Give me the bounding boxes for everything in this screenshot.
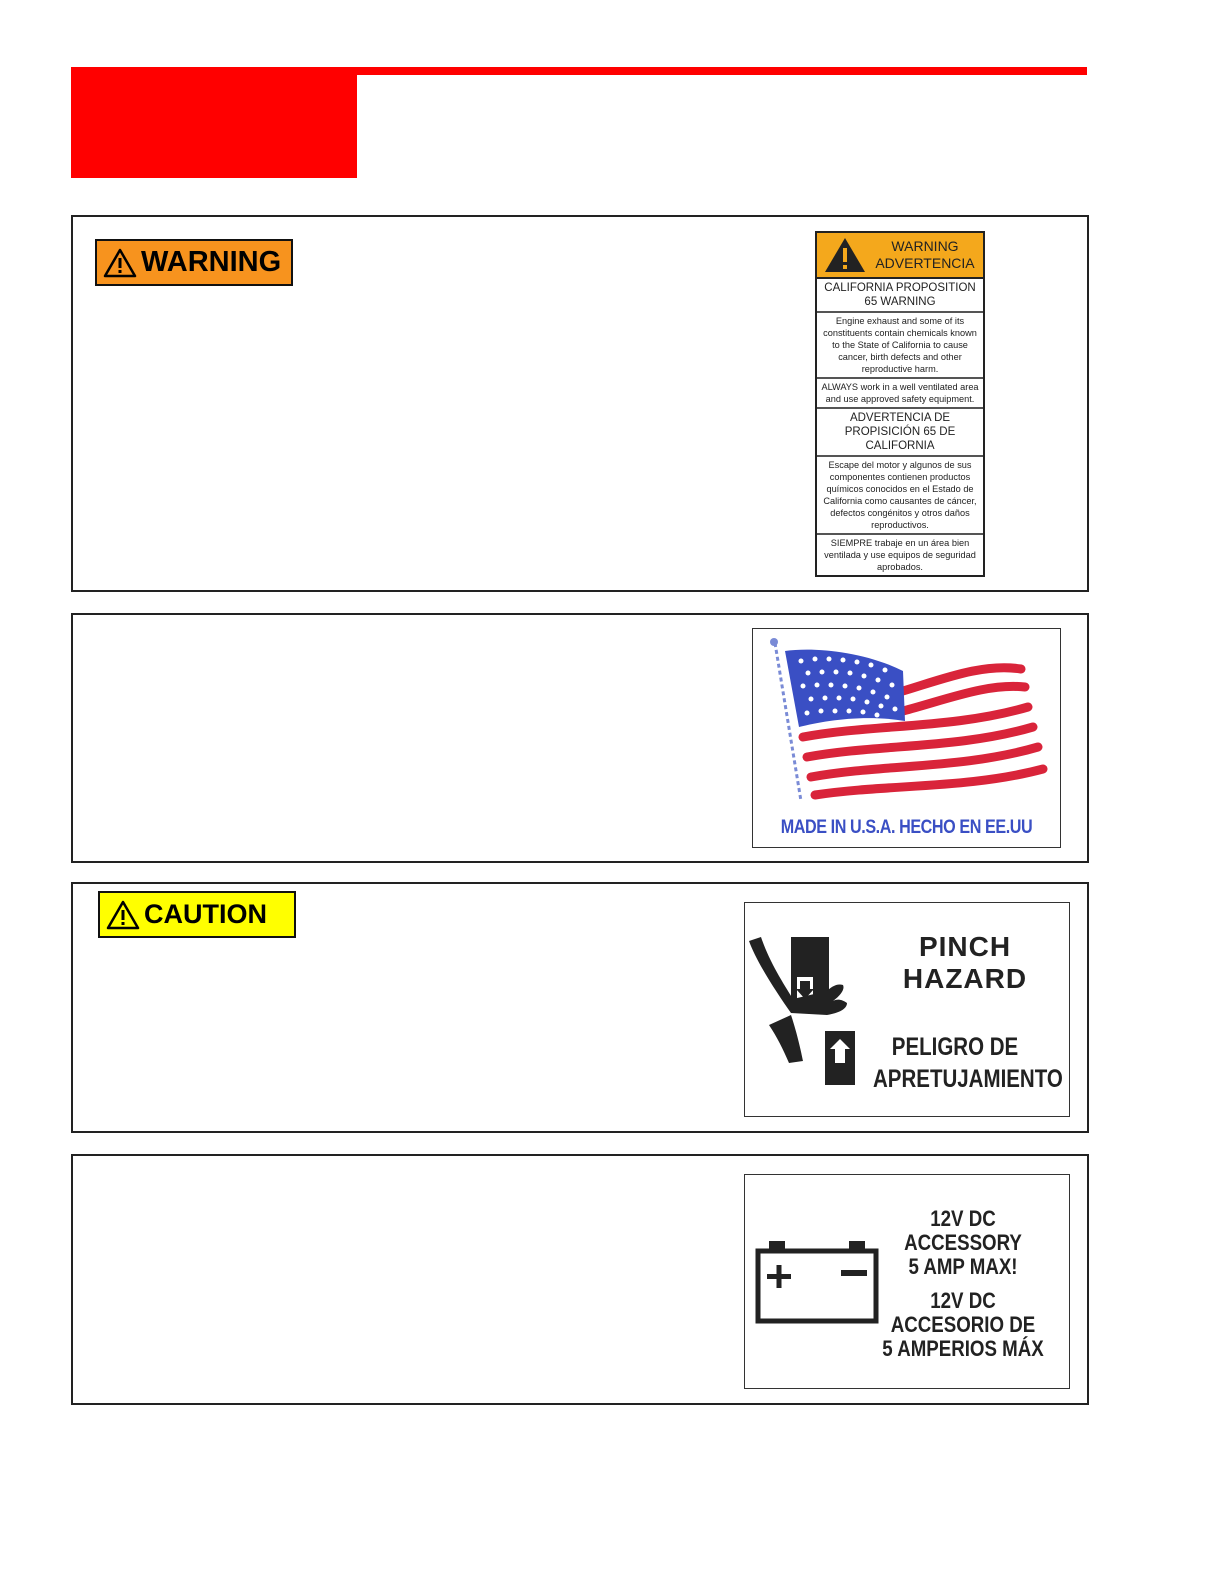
prop65-row: CALIFORNIA PROPOSITION 65 WARNING bbox=[824, 282, 976, 308]
accessory-text-en bbox=[878, 1207, 1048, 1279]
pinch-hazard-line: HAZARD bbox=[902, 963, 1028, 994]
accessory-panel bbox=[71, 1154, 1089, 1405]
caution-badge bbox=[98, 891, 296, 938]
prop65-row: Engine exhaust and some of its constituents contain chemicals known to the State of California to cause cancer, birth defects and other reproductive harm. bbox=[817, 311, 983, 377]
accessory-line: 12V DC bbox=[930, 1206, 996, 1231]
prop65-row: SIEMPRE trabaje en un área bien ventilada y use equipos de seguridad aprobados. bbox=[817, 533, 983, 575]
made-in-usa-decal bbox=[752, 628, 1061, 848]
accessory-line: 5 AMPERIOS MÁX bbox=[882, 1336, 1044, 1361]
prop65-row: ALWAYS work in a well ventilated area and use approved safety equipment. bbox=[817, 377, 983, 407]
prop65-row: ADVERTENCIA DE PROPISICIÓN 65 DE CALIFORNIA bbox=[817, 407, 983, 455]
made-in-usa-caption: MADE IN U.S.A. HECHO EN EE.UU bbox=[780, 817, 1033, 838]
prop65-title-en: WARNING bbox=[891, 238, 959, 254]
warning-badge-label: WARNING bbox=[141, 246, 282, 278]
prop65-decal-header bbox=[817, 233, 983, 279]
us-flag-icon bbox=[753, 629, 1060, 814]
accessory-line: ACCESORIO DE bbox=[890, 1312, 1036, 1337]
warning-triangle-icon bbox=[823, 236, 867, 274]
warning-badge bbox=[95, 239, 293, 286]
pinch-hazard-line: PELIGRO DE bbox=[891, 1033, 1019, 1061]
pinch-hazard-text-es bbox=[873, 1031, 1063, 1095]
warning-triangle-icon bbox=[103, 248, 137, 278]
accessory-line: 5 AMP MAX! bbox=[908, 1254, 1018, 1279]
accessory-text-es bbox=[878, 1289, 1048, 1361]
pinch-hazard-text-en bbox=[875, 931, 1055, 995]
prop65-decal bbox=[815, 231, 985, 577]
pinch-hazard-decal bbox=[744, 902, 1070, 1117]
prop65-title-es: ADVERTENCIA bbox=[875, 255, 975, 271]
caution-panel bbox=[71, 882, 1089, 1133]
hand-pinch-icon bbox=[747, 933, 867, 1103]
warning-panel bbox=[71, 215, 1089, 592]
pinch-hazard-line: APRETUJAMIENTO bbox=[873, 1065, 1063, 1093]
accessory-line: ACCESSORY bbox=[904, 1230, 1022, 1255]
warning-triangle-icon bbox=[106, 900, 140, 930]
caution-badge-label: CAUTION bbox=[144, 899, 267, 929]
made-in-usa-panel bbox=[71, 613, 1089, 863]
battery-icon bbox=[755, 1241, 879, 1325]
accessory-line: 12V DC bbox=[930, 1288, 996, 1313]
pinch-hazard-line: PINCH bbox=[918, 931, 1012, 962]
header-block bbox=[71, 67, 357, 178]
prop65-row: Escape del motor y algunos de sus componentes contienen productos químicos conocidos en el Estado de California como causantes de cáncer, defectos congénitos y otros daños reproductivos. bbox=[817, 455, 983, 533]
accessory-decal bbox=[744, 1174, 1070, 1389]
